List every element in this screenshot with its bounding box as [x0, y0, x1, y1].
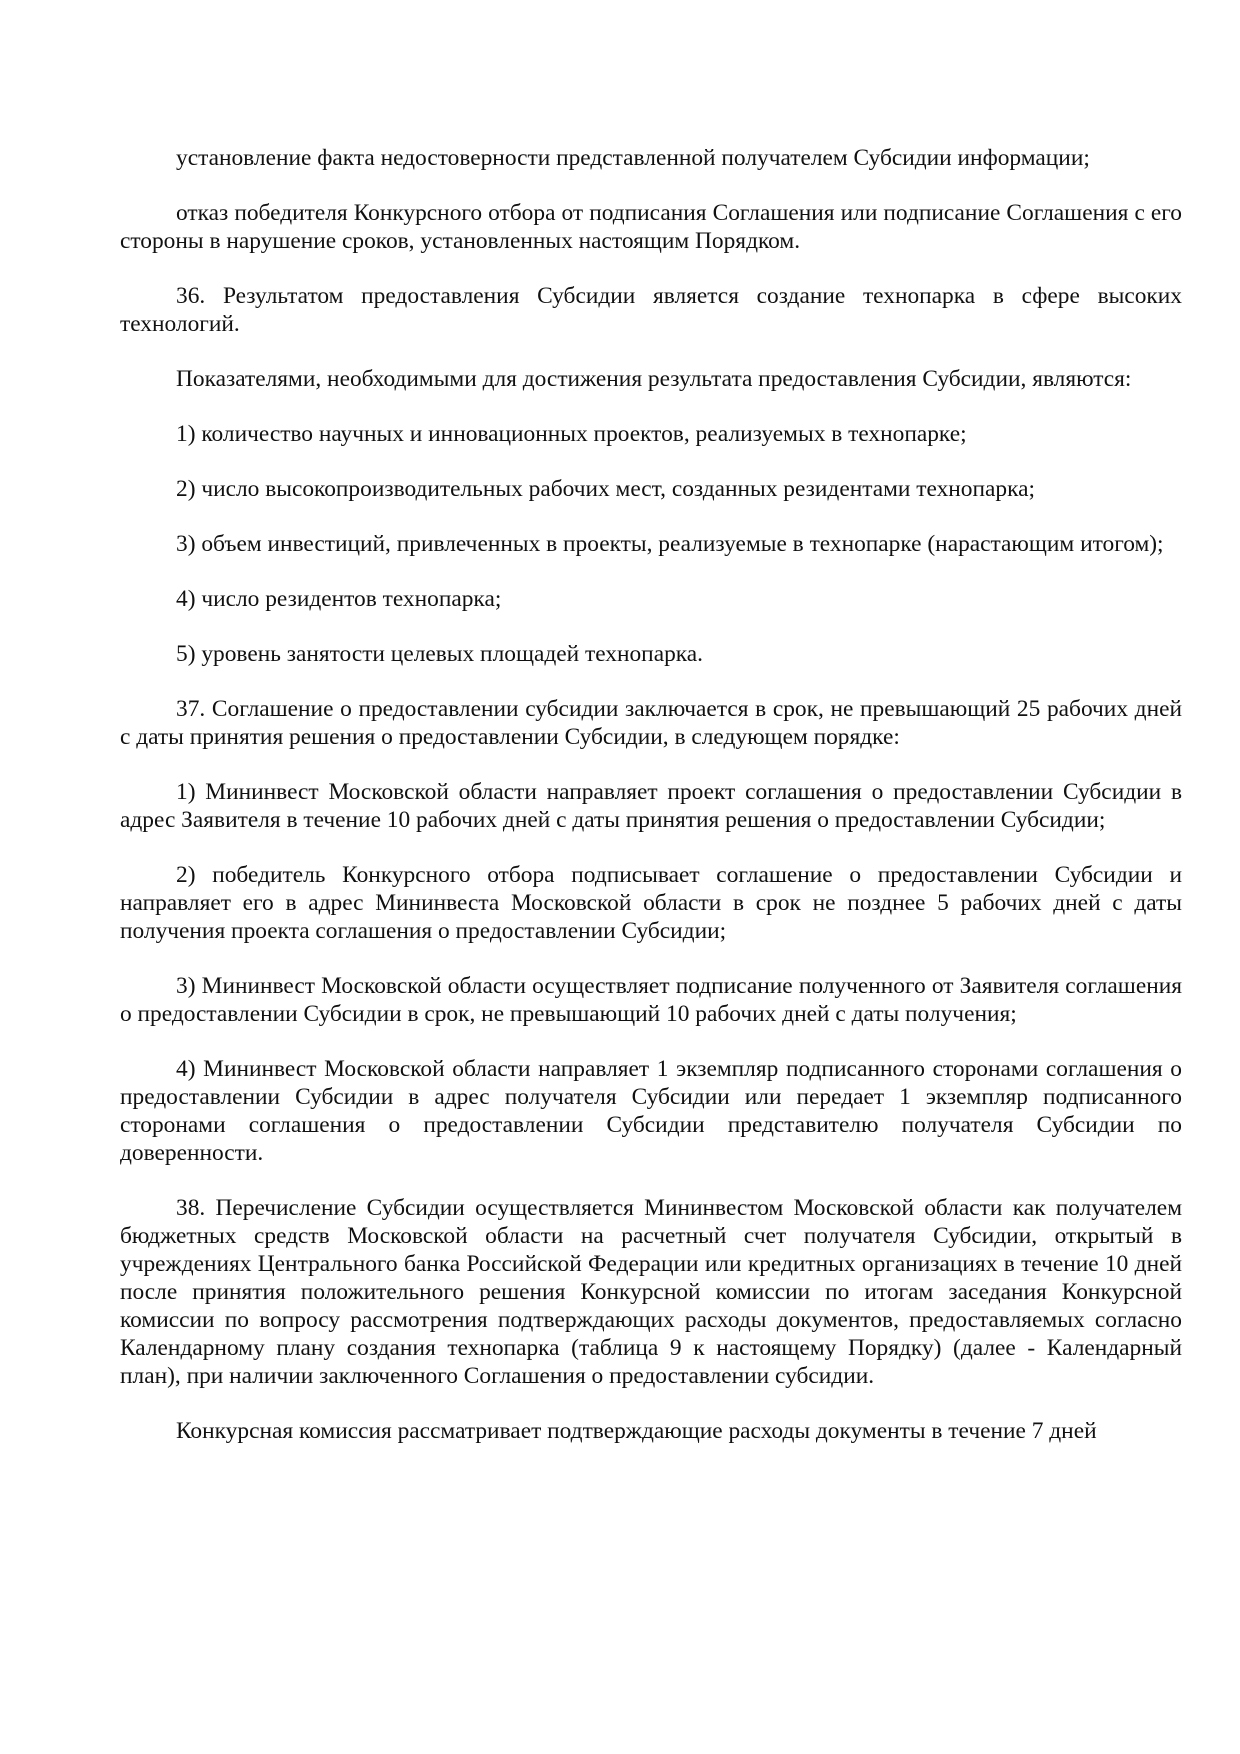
list-item: 3) объем инвестиций, привлеченных в проекты, реализуемые в технопарке (нарастающим итогом);: [176, 531, 1164, 557]
list-item: 2) число высокопроизводительных рабочих мест, созданных резидентами технопарка;: [176, 476, 1035, 502]
paragraph: Показателями, необходимыми для достижения результата предоставления Субсидии, являются:: [176, 366, 1132, 392]
list-item: 5) уровень занятости целевых площадей технопарка.: [176, 641, 704, 667]
list-item: 4) Мининвест Московской области направляет 1 экземпляр подписанного сторонами соглашения о предоставлении Субсидии в адрес получателя Субсидии или передает 1 экземпляр подписанного сторонами соглашения о предоставлении Субсидии представителю получателя Субсидии по доверенности.: [120, 1056, 1182, 1166]
paragraph: установление факта недостоверности представленной получателем Субсидии информации;: [176, 145, 1090, 171]
list-item: 1) Мининвест Московской области направляет проект соглашения о предоставлении Субсидии в адрес Заявителя в течение 10 рабочих дней с даты принятия решения о предоставлении Субсидии;: [120, 779, 1182, 833]
list-item: 3) Мининвест Московской области осуществляет подписание полученного от Заявителя соглашения о предоставлении Субсидии в срок, не превышающий 10 рабочих дней с даты получения;: [120, 973, 1182, 1027]
paragraph: отказ победителя Конкурсного отбора от подписания Соглашения или подписание Соглашения с его стороны в нарушение сроков, установленных настоящим Порядком.: [120, 200, 1182, 254]
paragraph: 36. Результатом предоставления Субсидии является создание технопарка в сфере высоких технологий.: [120, 283, 1182, 337]
list-item: 4) число резидентов технопарка;: [176, 586, 502, 612]
paragraph: 38. Перечисление Субсидии осуществляется Мининвестом Московской области как получателем бюджетных средств Московской области на расчетный счет получателя Субсидии, открытый в учреждениях Центрального банка Российской Федерации или кредитных организациях в течение 10 дней после принятия положительного решения Конкурсной комиссии по итогам заседания Конкурсной комиссии по вопросу рассмотрения подтверждающих расходы документов, предоставляемых согласно Календарному плану создания технопарка (таблица 9 к настоящему Порядку) (далее - Календарный план), при наличии заключенного Соглашения о предоставлении субсидии.: [120, 1195, 1182, 1389]
list-item: 1) количество научных и инновационных проектов, реализуемых в технопарке;: [176, 421, 967, 447]
document-page: [120, 144, 1182, 1472]
paragraph: Конкурсная комиссия рассматривает подтверждающие расходы документы в течение 7 дней: [176, 1418, 1097, 1444]
paragraph: 37. Соглашение о предоставлении субсидии заключается в срок, не превышающий 25 рабочих дней с даты принятия решения о предоставлении Субсидии, в следующем порядке:: [120, 696, 1182, 750]
list-item: 2) победитель Конкурсного отбора подписывает соглашение о предоставлении Субсидии и направляет его в адрес Мининвеста Московской области в срок не позднее 5 рабочих дней с даты получения проекта соглашения о предоставлении Субсидии;: [120, 862, 1182, 944]
